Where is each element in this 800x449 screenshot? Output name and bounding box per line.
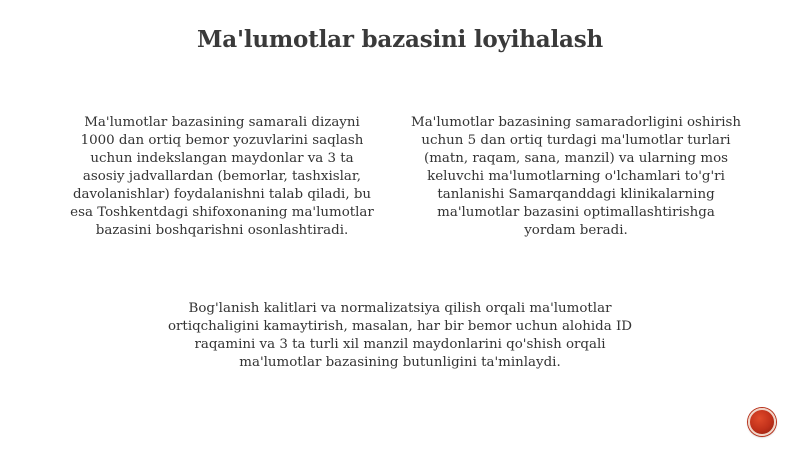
paragraph-left: Ma'lumotlar bazasining samarali dizayni 1000 dan ortiq bemor yozuvlarini saqlash uchun indekslangan maydonlar va 3 ta asosiy jadvallardan (bemorlar, tashxislar, davolanishlar) foydalanishni talab qiladi, bu esa Toshkentdagi shifoxonaning ma'lumotlar bazasini boshqarishni osonlashtiradi. [70, 115, 374, 238]
paragraph-right: Ma'lumotlar bazasining samaradorligini oshirish uchun 5 dan ortiq turdagi ma'lumotlar turlari (matn, raqam, sana, manzil) va ularning mos keluvchi ma'lumotlarning o'lchamlari to'g'ri tanlanishi Samarqanddagi klinikalarning ma'lumotlar bazasini optimallashtirishga yordam beradi. [410, 115, 741, 238]
slide-title: Ma'lumotlar bazasini loyihalash [197, 26, 603, 53]
next-slide-circle-icon[interactable] [748, 408, 776, 436]
paragraph-bottom: Bog'lanish kalitlari va normalizatsiya qilish orqali ma'lumotlar ortiqchaligini kamaytirish, masalan, har bir bemor uchun alohida ID raqamini va 3 ta turli xil manzil maydonlarini qo'shish orqali ma'lumotlar bazasining butunligini ta'minlaydi. [167, 301, 633, 370]
